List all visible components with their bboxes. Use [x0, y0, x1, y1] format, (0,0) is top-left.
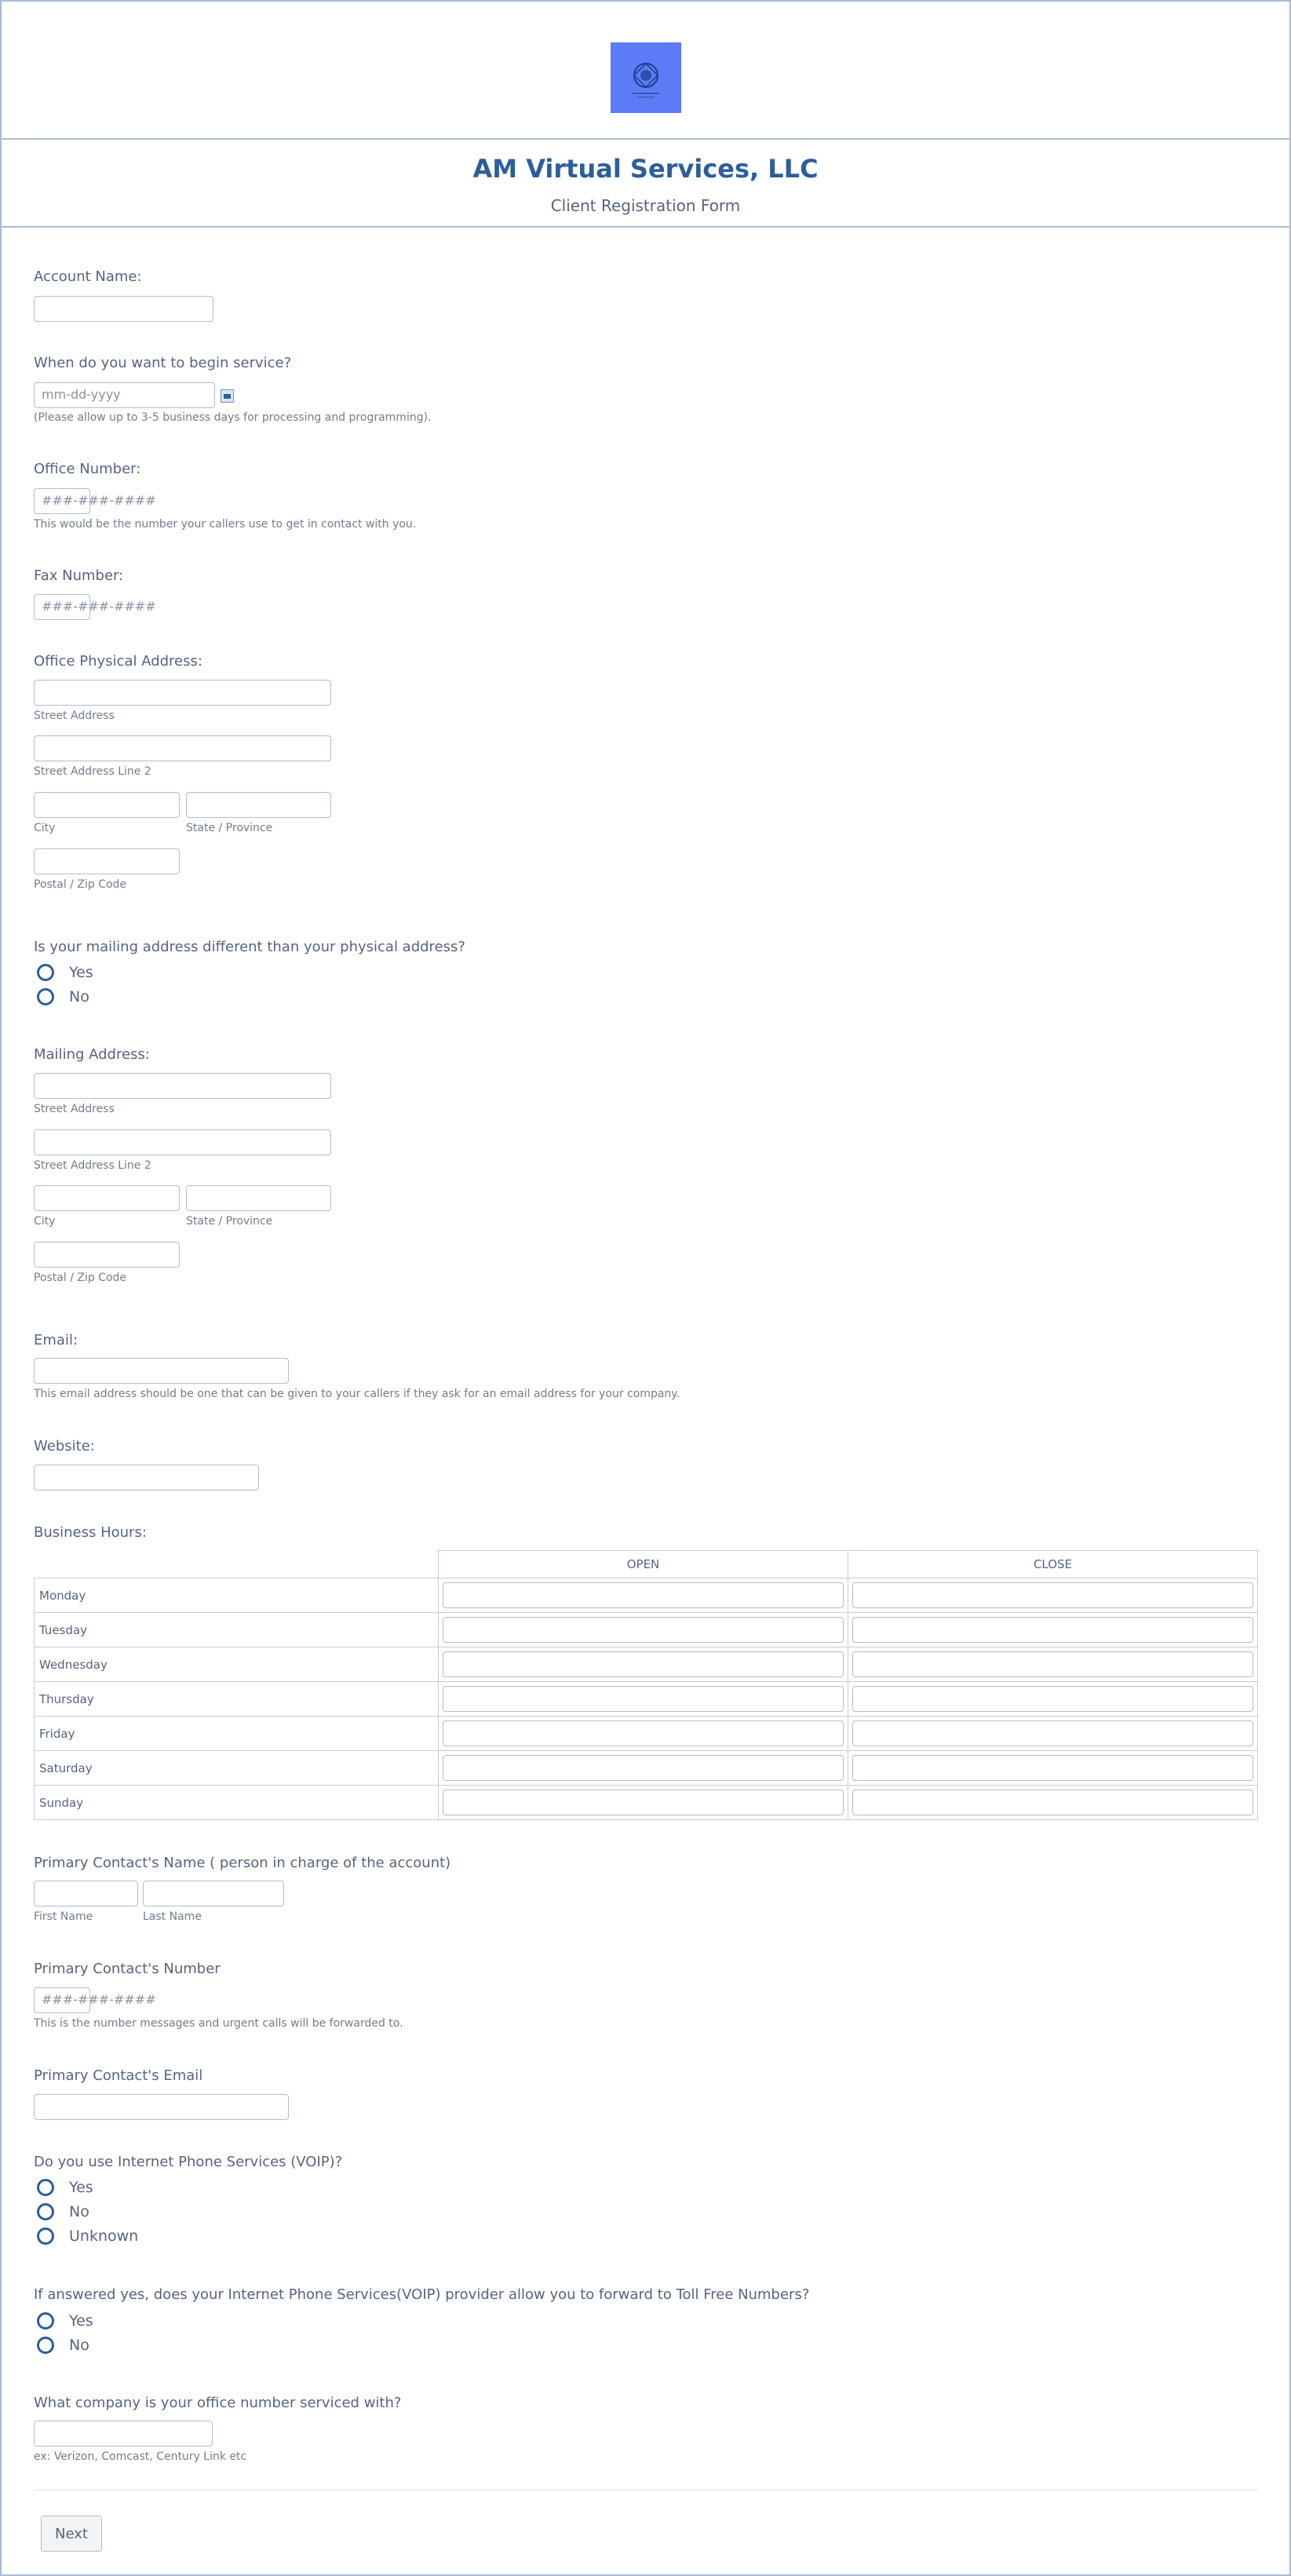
mailing-address-label: Mailing Address: — [34, 1046, 150, 1063]
calendar-icon[interactable] — [221, 389, 234, 403]
mailing-different-label: Is your mailing address different than your physical address? — [34, 939, 465, 955]
hours-corner — [35, 1551, 439, 1578]
table-row — [35, 1613, 1258, 1647]
voip-no-radio[interactable] — [37, 2203, 54, 2220]
physical-street2-sublabel: Street Address Line 2 — [34, 765, 151, 778]
table-row — [35, 1751, 1258, 1786]
mailing-city-sublabel: City — [34, 1215, 56, 1228]
company-name: AM Virtual Services, LLC — [472, 154, 819, 184]
day-label: Tuesday — [35, 1613, 439, 1647]
physical-state-sublabel: State / Province — [186, 822, 273, 834]
physical-street-input[interactable] — [34, 680, 331, 706]
table-row — [35, 1786, 1258, 1820]
primary-contact-email-label: Primary Contact's Email — [34, 2067, 203, 2084]
mailing-street-sublabel: Street Address — [34, 1103, 115, 1115]
mailing-zip-input[interactable] — [34, 1242, 180, 1268]
hours-col-open: OPEN — [439, 1551, 848, 1578]
mailing-street2-input[interactable] — [34, 1129, 331, 1155]
mailing-state-input[interactable] — [186, 1185, 331, 1211]
mailing-different-no-radio[interactable] — [37, 988, 54, 1005]
voip-tollfree-yes-label[interactable]: Yes — [69, 2312, 93, 2330]
mailing-different-yes-label[interactable]: Yes — [69, 964, 93, 981]
wednesday-close-input[interactable] — [852, 1651, 1253, 1677]
table-row — [35, 1578, 1258, 1613]
office-number-note: This would be the number your callers use to get in contact with you. — [34, 518, 417, 531]
tuesday-close-input[interactable] — [852, 1617, 1253, 1643]
voip-unknown-radio[interactable] — [37, 2228, 54, 2245]
mailing-city-input[interactable] — [34, 1185, 180, 1211]
tuesday-open-input[interactable] — [443, 1617, 844, 1643]
mailing-different-no-label[interactable]: No — [69, 988, 89, 1005]
form-title: Client Registration Form — [550, 196, 741, 215]
start-service-note: (Please allow up to 3-5 business days for processing and programming). — [34, 411, 432, 424]
business-hours-table — [34, 1550, 1258, 1820]
mailing-different-yes-radio[interactable] — [37, 964, 54, 981]
carrier-label: What company is your office number serviced with? — [34, 2395, 402, 2411]
company-logo — [611, 42, 681, 113]
start-service-label: When do you want to begin service? — [34, 355, 292, 371]
voip-tollfree-no-radio[interactable] — [37, 2337, 54, 2354]
day-label: Monday — [35, 1578, 439, 1613]
primary-contact-number-note: This is the number messages and urgent calls will be forwarded to. — [34, 2017, 403, 2030]
wednesday-open-input[interactable] — [443, 1651, 844, 1677]
saturday-open-input[interactable] — [443, 1755, 844, 1781]
fax-number-input[interactable]: ###-###-#### — [34, 594, 90, 620]
email-input[interactable] — [34, 1358, 289, 1384]
form-header — [0, 140, 1291, 228]
sunday-close-input[interactable] — [852, 1790, 1253, 1815]
primary-contact-name-label: Primary Contact's Name ( person in charge of the account) — [34, 1855, 451, 1871]
first-name-sublabel: First Name — [34, 1910, 93, 1923]
physical-zip-input[interactable] — [34, 848, 180, 874]
first-name-input[interactable] — [34, 1881, 138, 1906]
mailing-street2-sublabel: Street Address Line 2 — [34, 1159, 151, 1172]
account-name-label: Account Name: — [34, 268, 142, 285]
voip-label: Do you use Internet Phone Services (VOIP)? — [34, 2154, 343, 2170]
fax-number-label: Fax Number: — [34, 567, 124, 584]
voip-yes-label[interactable]: Yes — [69, 2179, 93, 2196]
start-date-input[interactable]: mm-dd-yyyy — [34, 382, 215, 408]
website-input[interactable] — [34, 1465, 259, 1491]
mailing-street-input[interactable] — [34, 1073, 331, 1099]
thursday-close-input[interactable] — [852, 1686, 1253, 1712]
table-row — [35, 1647, 1258, 1682]
day-label: Saturday — [35, 1751, 439, 1786]
account-name-input[interactable] — [34, 296, 213, 322]
website-label: Website: — [34, 1438, 95, 1454]
voip-tollfree-yes-radio[interactable] — [37, 2312, 54, 2330]
primary-contact-number-input[interactable]: ###-###-#### — [34, 1987, 90, 2013]
business-hours-label: Business Hours: — [34, 1524, 147, 1541]
table-row — [35, 1717, 1258, 1751]
physical-street2-input[interactable] — [34, 735, 331, 761]
logo-header — [0, 0, 1291, 140]
saturday-close-input[interactable] — [852, 1755, 1253, 1781]
physical-address-label: Office Physical Address: — [34, 653, 202, 670]
sunday-open-input[interactable] — [443, 1790, 844, 1815]
primary-contact-number-label: Primary Contact's Number — [34, 1961, 221, 1977]
voip-tollfree-no-label[interactable]: No — [69, 2337, 89, 2354]
carrier-note: ex: Verizon, Comcast, Century Link etc — [34, 2450, 247, 2463]
table-row — [35, 1682, 1258, 1717]
voip-yes-radio[interactable] — [37, 2179, 54, 2196]
friday-close-input[interactable] — [852, 1720, 1253, 1746]
last-name-input[interactable] — [143, 1881, 284, 1906]
physical-city-sublabel: City — [34, 822, 56, 834]
physical-street-sublabel: Street Address — [34, 710, 115, 722]
next-button[interactable]: Next — [41, 2516, 102, 2552]
last-name-sublabel: Last Name — [143, 1910, 202, 1923]
hours-col-close: CLOSE — [848, 1551, 1258, 1578]
physical-zip-sublabel: Postal / Zip Code — [34, 878, 127, 891]
primary-contact-email-input[interactable] — [34, 2094, 289, 2120]
day-label: Sunday — [35, 1786, 439, 1820]
mailing-zip-sublabel: Postal / Zip Code — [34, 1272, 127, 1284]
physical-city-input[interactable] — [34, 792, 180, 818]
monday-close-input[interactable] — [852, 1582, 1253, 1608]
office-number-input[interactable]: ###-###-#### — [34, 488, 90, 514]
mailing-state-sublabel: State / Province — [186, 1215, 273, 1228]
voip-unknown-label[interactable]: Unknown — [69, 2228, 139, 2245]
physical-state-input[interactable] — [186, 792, 331, 818]
day-label: Friday — [35, 1717, 439, 1751]
office-number-label: Office Number: — [34, 461, 141, 477]
carrier-input[interactable] — [34, 2421, 213, 2446]
voip-tollfree-label: If answered yes, does your Internet Phone Services(VOIP) provider allow you to forward to Toll Free Numbers? — [34, 2286, 810, 2303]
monday-open-input[interactable] — [443, 1582, 844, 1608]
email-label: Email: — [34, 1332, 78, 1348]
day-label: Wednesday — [35, 1647, 439, 1682]
day-label: Thursday — [35, 1682, 439, 1717]
email-note: This email address should be one that can be given to your callers if they ask for an email address for your company. — [34, 1388, 680, 1400]
friday-open-input[interactable] — [443, 1720, 844, 1746]
thursday-open-input[interactable] — [443, 1686, 844, 1712]
voip-no-label[interactable]: No — [69, 2203, 89, 2220]
